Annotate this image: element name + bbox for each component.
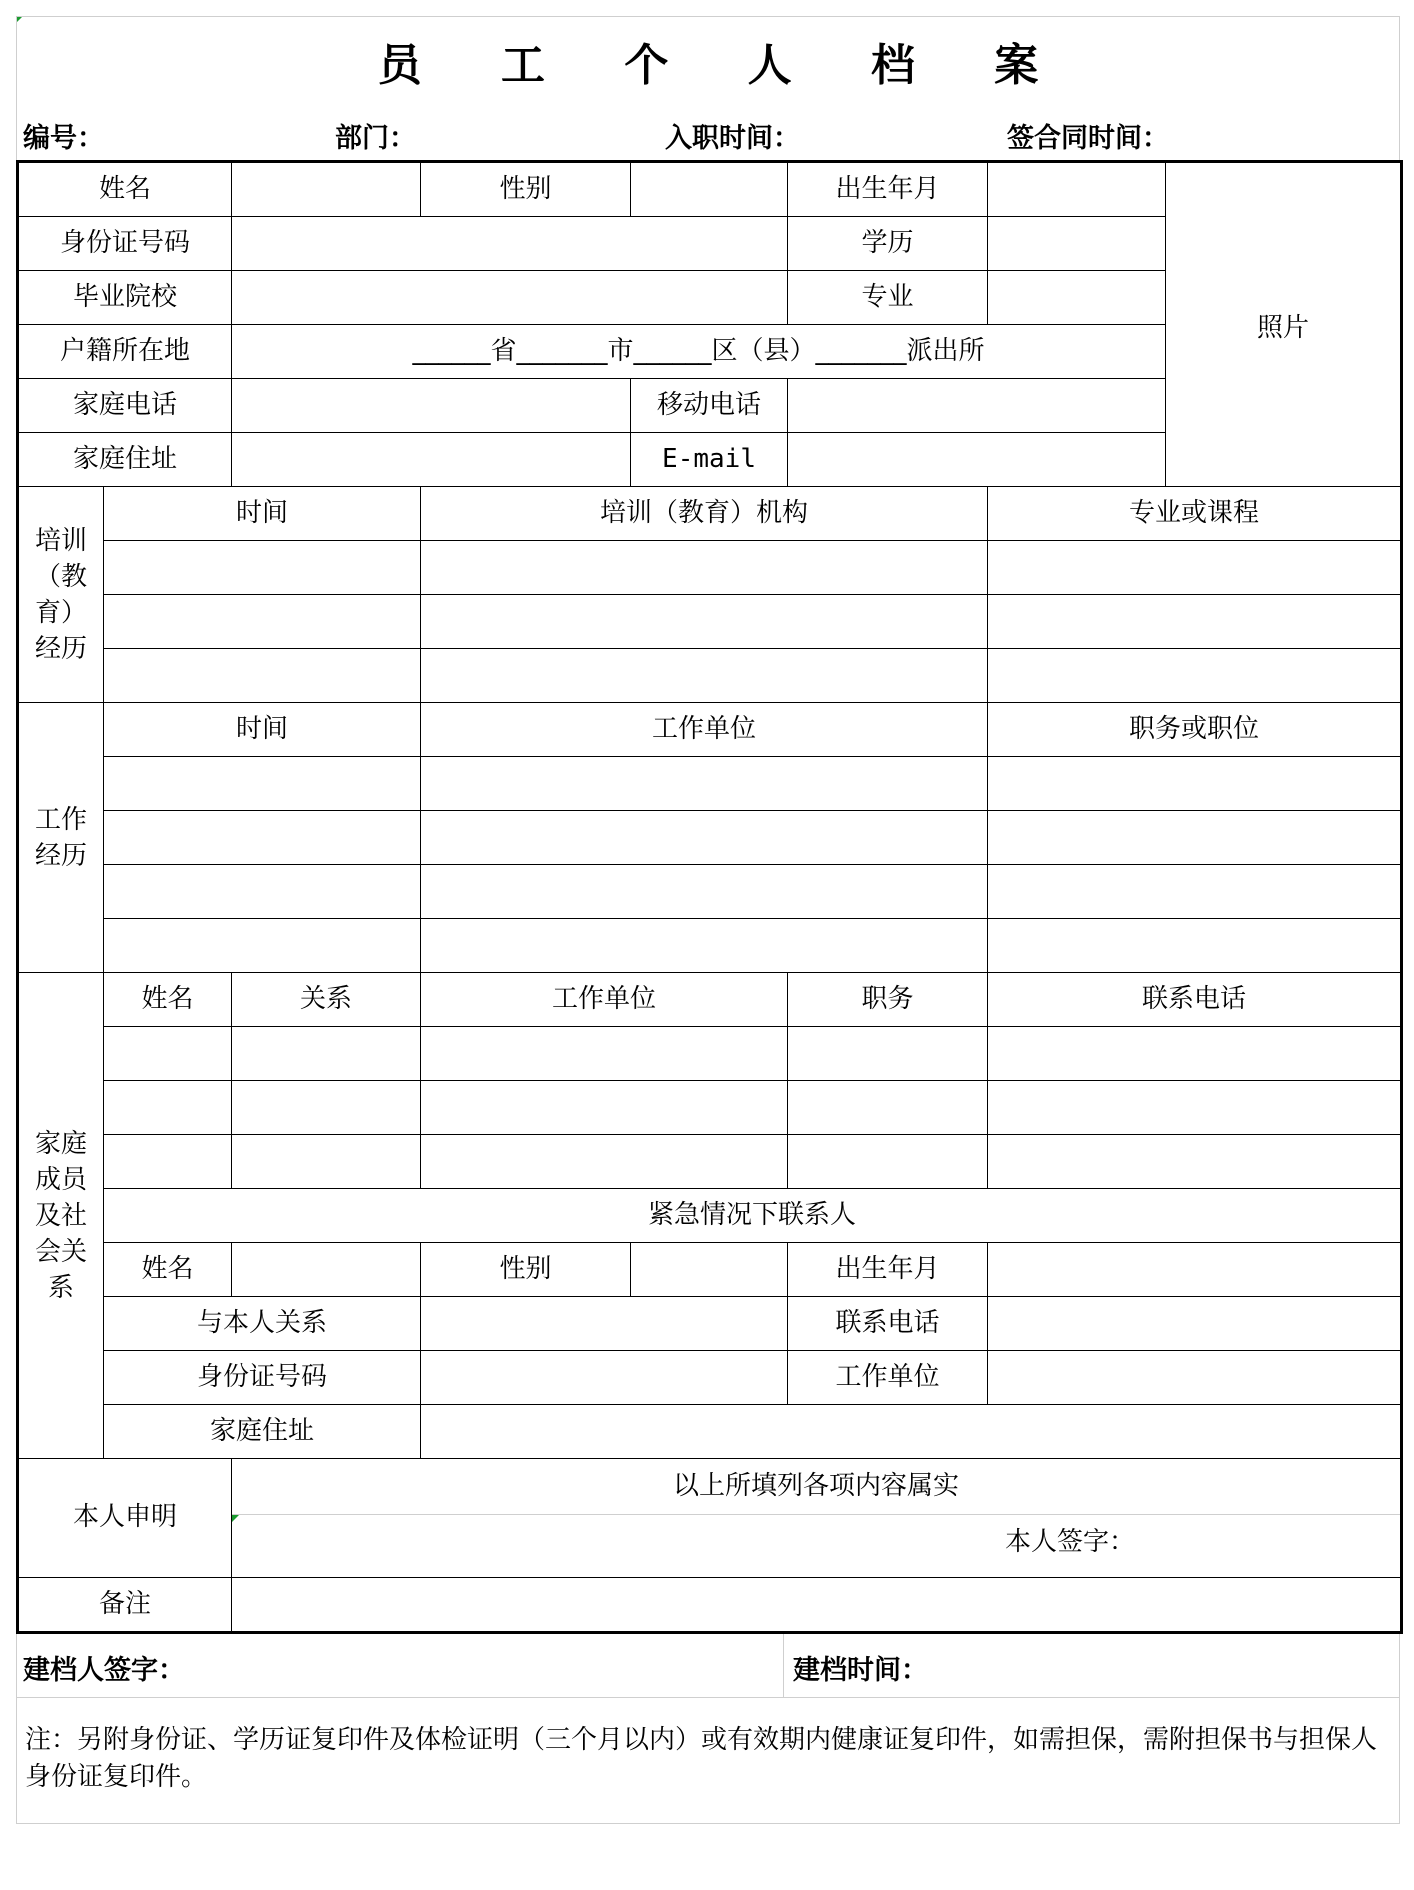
- gender-field[interactable]: [631, 162, 788, 217]
- page-title: 员 工 个 人 档 案: [16, 16, 1400, 104]
- record-table: [16, 160, 1403, 1634]
- family-company-header: 工作单位: [421, 973, 788, 1027]
- work-position-field[interactable]: [988, 919, 1402, 973]
- family-duty-field[interactable]: [788, 1135, 988, 1189]
- email-field[interactable]: [788, 433, 1166, 487]
- family-name-header: 姓名: [104, 973, 232, 1027]
- family-row: [18, 1081, 1402, 1135]
- emergency-relation-label: 与本人关系: [104, 1297, 421, 1351]
- number-label: 编号：: [23, 123, 104, 154]
- department-label: 部门：: [335, 123, 416, 154]
- hukou-field[interactable]: ______省_______市______区（县）_______派出所: [232, 325, 1166, 379]
- family-section-label: 家庭成员及社会关系: [18, 973, 104, 1459]
- footer-divider: [783, 1634, 784, 1697]
- work-company-field[interactable]: [421, 865, 988, 919]
- training-institution-field[interactable]: [421, 595, 988, 649]
- declaration-row: [18, 1459, 1402, 1578]
- home-address-field[interactable]: [232, 433, 631, 487]
- training-course-field[interactable]: [988, 649, 1402, 703]
- declaration-area[interactable]: [232, 1459, 1402, 1578]
- work-position-field[interactable]: [988, 757, 1402, 811]
- family-name-field[interactable]: [104, 1135, 232, 1189]
- hire-date-label: 入职时间：: [665, 123, 800, 154]
- work-time-header: 时间: [104, 703, 421, 757]
- home-address-label: 家庭住址: [18, 433, 232, 487]
- training-institution-field[interactable]: [421, 649, 988, 703]
- emergency-name-field[interactable]: [232, 1243, 421, 1297]
- cell-marker: [232, 1515, 239, 1522]
- filing-date-label: 建档时间：: [793, 1655, 928, 1686]
- work-row: [18, 919, 1402, 973]
- training-time-header: 时间: [104, 487, 421, 541]
- training-institution-header: 培训（教育）机构: [421, 487, 988, 541]
- emergency-company-label: 工作单位: [788, 1351, 988, 1405]
- emergency-phone-field[interactable]: [988, 1297, 1402, 1351]
- training-course-header: 专业或课程: [988, 487, 1402, 541]
- emergency-header-row: [18, 1189, 1402, 1243]
- birth-label: 出生年月: [788, 162, 988, 217]
- email-label: E-mail: [631, 433, 788, 487]
- work-position-field[interactable]: [988, 865, 1402, 919]
- family-relation-field[interactable]: [232, 1081, 421, 1135]
- employee-record-sheet: [16, 16, 1400, 1824]
- emergency-row-1: [18, 1243, 1402, 1297]
- work-time-field[interactable]: [104, 919, 421, 973]
- family-phone-header: 联系电话: [988, 973, 1402, 1027]
- emergency-birth-label: 出生年月: [788, 1243, 988, 1297]
- emergency-name-label: 姓名: [104, 1243, 232, 1297]
- footer-row: [16, 1634, 1400, 1698]
- work-position-header: 职务或职位: [988, 703, 1402, 757]
- work-time-field[interactable]: [104, 811, 421, 865]
- training-section-label: 培训（教育）经历: [18, 487, 104, 703]
- family-relation-field[interactable]: [232, 1027, 421, 1081]
- home-phone-label: 家庭电话: [18, 379, 232, 433]
- training-course-field[interactable]: [988, 541, 1402, 595]
- work-row: [18, 865, 1402, 919]
- family-duty-field[interactable]: [788, 1027, 988, 1081]
- major-label: 专业: [788, 271, 988, 325]
- emergency-address-label: 家庭住址: [104, 1405, 421, 1459]
- remarks-row: [18, 1578, 1402, 1633]
- id-number-label: 身份证号码: [18, 217, 232, 271]
- meta-row: [16, 104, 1400, 160]
- work-time-field[interactable]: [104, 757, 421, 811]
- mobile-field[interactable]: [788, 379, 1166, 433]
- family-phone-field[interactable]: [988, 1081, 1402, 1135]
- work-company-field[interactable]: [421, 811, 988, 865]
- emergency-address-field[interactable]: [421, 1405, 1402, 1459]
- family-phone-field[interactable]: [988, 1027, 1402, 1081]
- family-row: [18, 1135, 1402, 1189]
- family-relation-field[interactable]: [232, 1135, 421, 1189]
- training-time-field[interactable]: [104, 649, 421, 703]
- emergency-id-field[interactable]: [421, 1351, 788, 1405]
- family-duty-header: 职务: [788, 973, 988, 1027]
- major-field[interactable]: [988, 271, 1166, 325]
- work-row: [18, 811, 1402, 865]
- work-company-field[interactable]: [421, 757, 988, 811]
- education-label: 学历: [788, 217, 988, 271]
- family-company-field[interactable]: [421, 1135, 788, 1189]
- emergency-company-field[interactable]: [988, 1351, 1402, 1405]
- declaration-label: 本人申明: [18, 1459, 232, 1578]
- emergency-phone-label: 联系电话: [788, 1297, 988, 1351]
- photo-box[interactable]: 照片: [1166, 162, 1402, 487]
- filer-signature-label: 建档人签字：: [23, 1655, 185, 1686]
- family-relation-header: 关系: [232, 973, 421, 1027]
- work-position-field[interactable]: [988, 811, 1402, 865]
- remarks-label: 备注: [18, 1578, 232, 1633]
- emergency-row-2: [18, 1297, 1402, 1351]
- basic-row-1: [18, 162, 1402, 217]
- emergency-relation-field[interactable]: [421, 1297, 788, 1351]
- work-company-header: 工作单位: [421, 703, 988, 757]
- emergency-row-3: [18, 1351, 1402, 1405]
- family-name-field[interactable]: [104, 1081, 232, 1135]
- training-row: [18, 649, 1402, 703]
- family-row: [18, 1027, 1402, 1081]
- school-label: 毕业院校: [18, 271, 232, 325]
- emergency-contact-header: 紧急情况下联系人: [104, 1189, 1402, 1243]
- training-header-row: [18, 487, 1402, 541]
- mobile-label: 移动电话: [631, 379, 788, 433]
- work-row: [18, 757, 1402, 811]
- remarks-field[interactable]: [232, 1578, 1402, 1633]
- attachment-note: 注：另附身份证、学历证复印件及体检证明（三个月以内）或有效期内健康证复印件，如需担保，需附担保书与担保人身份证复印件。: [16, 1698, 1400, 1824]
- training-time-field[interactable]: [104, 595, 421, 649]
- emergency-row-4: [18, 1405, 1402, 1459]
- gender-label: 性别: [421, 162, 631, 217]
- family-company-field[interactable]: [421, 1081, 788, 1135]
- family-name-field[interactable]: [104, 1027, 232, 1081]
- hukou-label: 户籍所在地: [18, 325, 232, 379]
- id-number-field[interactable]: [232, 217, 788, 271]
- family-duty-field[interactable]: [788, 1081, 988, 1135]
- work-header-row: [18, 703, 1402, 757]
- work-company-field[interactable]: [421, 919, 988, 973]
- emergency-id-label: 身份证号码: [104, 1351, 421, 1405]
- family-company-field[interactable]: [421, 1027, 788, 1081]
- name-label: 姓名: [18, 162, 232, 217]
- training-course-field[interactable]: [988, 595, 1402, 649]
- family-phone-field[interactable]: [988, 1135, 1402, 1189]
- birth-field[interactable]: [988, 162, 1166, 217]
- work-section-label: 工作经历: [18, 703, 104, 973]
- emergency-gender-field[interactable]: [631, 1243, 788, 1297]
- home-phone-field[interactable]: [232, 379, 631, 433]
- contract-date-label: 签合同时间：: [1007, 123, 1169, 154]
- training-row: [18, 595, 1402, 649]
- training-time-field[interactable]: [104, 541, 421, 595]
- declaration-statement: 以上所填列各项内容属实: [232, 1459, 1400, 1515]
- training-institution-field[interactable]: [421, 541, 988, 595]
- signature-label: 本人签字：: [1005, 1527, 1136, 1557]
- training-row: [18, 541, 1402, 595]
- work-time-field[interactable]: [104, 865, 421, 919]
- school-field[interactable]: [232, 271, 788, 325]
- family-header-row: [18, 973, 1402, 1027]
- emergency-birth-field[interactable]: [988, 1243, 1402, 1297]
- education-field[interactable]: [988, 217, 1166, 271]
- emergency-gender-label: 性别: [421, 1243, 631, 1297]
- name-field[interactable]: [232, 162, 421, 217]
